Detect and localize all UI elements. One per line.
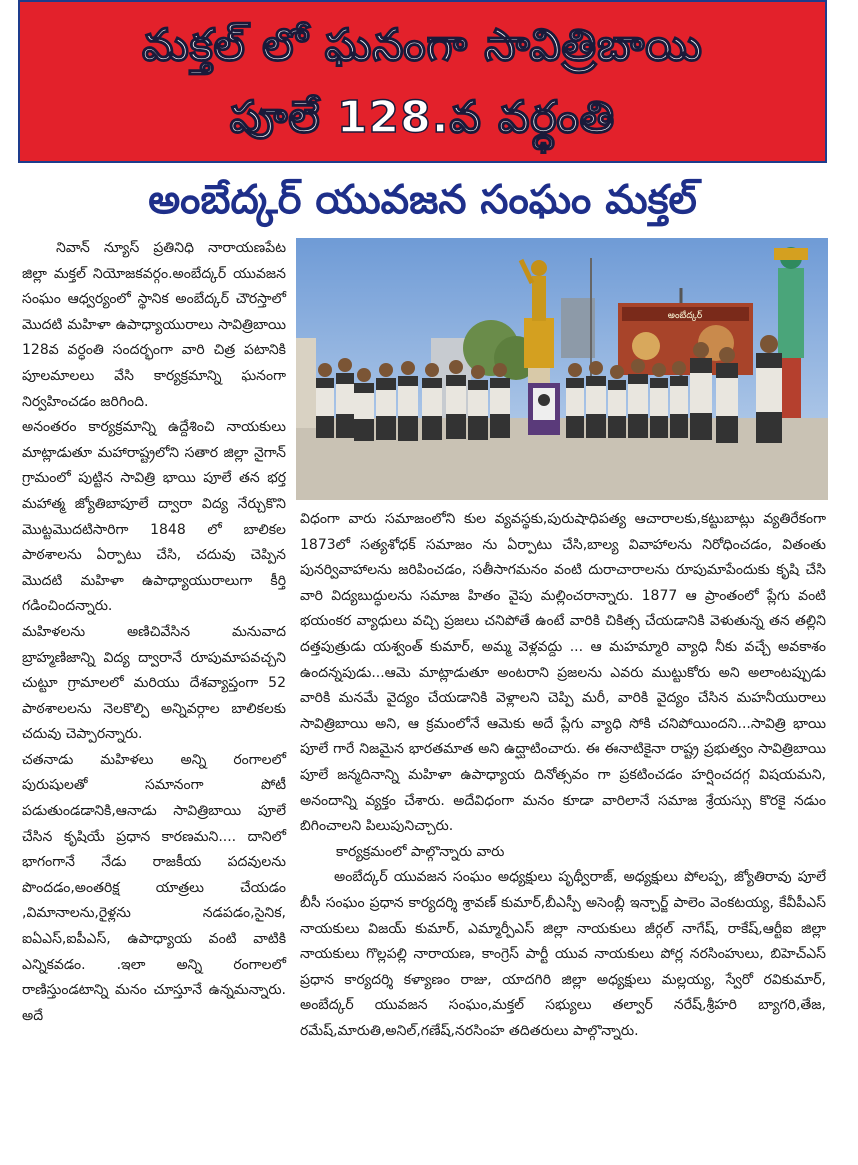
left-paragraph-4: చతనాడు మహిళలు అన్ని రంగాలలో పురుషులతో సమానంగా పోటీ పడుతుండడానికి,ఆనాడు సావిత్రిబాయి పూలే చేసిన కృషియే ప్రధాన కారణమని.... దానిలో భాగంగానే నేడు రాజకీయ పదవులను పొందడం,అంతరిక్ష యాత్రలు చేయడం ,విమానాలను,రైళ్లను నడపడం,సైనిక, ఐఏఎస్,ఐపీఎస్, ఉపాధ్యాయ వంటి వాటికి ఎన్నికవడం. .ఇలా అన్ని రంగాలలో రాణిస్తుండటాన్ని మనం చూస్తూనే ఉన్నమన్నారు. అదే <box>22 751 286 1024</box>
left-paragraph-1: నివాన్ న్యూస్ ప్రతినిధి నారాయణపేట జిల్లా మక్తల్ నియోజకవర్గం.అంబేద్కర్ యువజన సంఘం ఆధ్వర్యంలో స్థానిక అంబేద్కర్ చౌరస్తాలో మొదటి మహిళా ఉపాధ్యాయురాలు సావిత్రిబాయి 128వ వర్ధంతి సందర్భంగా వారి చిత్ర పటానికి పూలమాలలు వేసి కార్యక్రమాన్ని ఘనంగా నిర్వహించడం జరిగింది. <box>22 240 286 410</box>
right-paragraph-1: విధంగా వారు సమాజంలోని కుల వ్యవస్థకు,పురుషాధిపత్య ఆచారాలకు,కట్టుబాట్లు వ్యతిరేకంగా 1873లో సత్యశోధక్ సమాజం ను ఏర్పాటు చేసి,బాల్య వివాహాలను నిరోధించడం, వితంతు పునర్వివాహాలను జరిపించడం, సతీసాగమనం వంటి దురాచారాలను రూపుమాపేందుకు కృషి చేసి వారి విద్యబుద్ధులను సమాజ హితం వైపు మల్లించరాన్నారు. 1877 ఆ ప్రాంతంలో ప్లేగు వంటి భయంకర వ్యాధులు వచ్చి ప్రజలు చనిపోతే ఉంటే వారికి చికిత్స చేయడానికి వెళుతున్న తన తల్లిని దత్తపుత్రుడు యశ్వంత్ కుమార్, అమ్మ వెళ్లవద్దు ... ఆ మహమ్మారి వ్యాధి నీకు వచ్చే అవకాశం ఉందన్నపుడు...ఆమె మాట్లాడుతూ అంటరాని ప్రజలను ఎవరు ముట్టుకోరు అని అలాంటప్పుడు వారికి మనమే వైద్యం చేయడానికి వెళ్లాలని చెప్పి మరీ, వారికి వైద్యం చేసిన మహనీయురాలు సావిత్రిబాయి అని, ఆ క్రమంలోనే ఆమెకు అదే ప్లేగు వ్యాధి సోకి చనిపోయిందని...సావిత్రి భాయి పూలే గారే నిజమైన భారతమాత అని ఉద్ఘాటించారు. ఈ ఈనాటికైనా రాష్ట్ర ప్రభుత్వం సావిత్రిబాయి పూలే జన్మదినాన్ని మహిళా ఉపాధ్యాయ దినోత్సవం గా ప్రకటించడం హర్షించదగ్గ విషయమని, అనందాన్ని వ్యక్తం చేశారు. అదేవిధంగా మనం కూడా వారిలానే సమాజ శ్రేయస్సు కొరకై నడుం బిగించాలని పిలుపునిచ్చారు. <box>300 511 826 835</box>
right-paragraph-2: అంబేద్కర్ యువజన సంఘం అధ్యక్షులు పృథ్వీరాజ్, అధ్యక్షులు పోలప్ప, జ్యోతిరావు పూలే బీసీ సంఘం ప్రధాన కార్యదర్శి శ్రావణ్ కుమార్,బీఎస్పీ అసెంబ్లీ ఇన్చార్జ్ పాలెం వెంకటయ్య, కేవీపీఎస్ నాయకులు విజయ్ కుమార్, ఎమ్మార్పీఎస్ జిల్లా నాయకులు జీర్గల్ నాగేష్, రాకేష్,ఆర్టీఐ జిల్లా నాయకులు గొల్లపల్లి నారాయణ, కాంగ్రెస్ పార్టీ యువ నాయకులు పోర్ల నరసింహులు, బిహెచ్ఎస్ ప్రధాన కార్యదర్శి కళ్యాణం రాజు, యాదగిరి జిల్లా అధ్యక్షులు మల్లయ్య, స్వేరో రవికుమార్, అంబేద్కర్ యువజన సంఘం,మక్తల్ సభ్యులు తల్వార్ నరేష్,శ్రీహరి బ్యాగరి,తేజ, రమేష్,మారుతి,అనిల్,గణేష్,నరసింహ తదితరులు పాల్గొన్నారు. <box>300 869 826 1039</box>
participants-heading: కార్యక్రమంలో పాల్గొన్నారు వారు <box>336 843 505 860</box>
subheadline: అంబేద్కర్ యువజన సంఘం మక్తల్ <box>148 177 697 223</box>
left-column <box>22 236 286 1029</box>
headline-line-2: పూలే 128.వ వర్ధంతి <box>229 91 616 143</box>
photo-banner-text: అంబేద్కర్ <box>667 311 703 321</box>
left-paragraph-3: మహిళలను అణిచివేసిన మనువాద బ్రాహ్మణిజాన్ని విద్య ద్వారానే రూపుమాపవచ్చని చుట్టూ గ్రామాలలో మరియు దేశవ్యాప్తంగా 52 పాఠశాలలను నెలకొల్పి అన్నివర్గాల బాలికలకు చదువు చెప్పారన్నారు. <box>22 623 286 743</box>
headline-banner <box>18 0 827 163</box>
right-column <box>300 507 826 1044</box>
headline-line-1: మక్తల్ లో ఘనంగా సావిత్రిబాయి <box>142 19 703 71</box>
event-photo <box>296 238 828 500</box>
event-photo-illustration <box>296 238 828 500</box>
left-paragraph-2: అనంతరం కార్యక్రమాన్ని ఉద్దేశించి నాయకులు మాట్లాడుతూ మహారాష్ట్రలోని సతార జిల్లా నైగాన్ గ్రామంలో పుట్టిన సావిత్రి భాయి పూలే తన భర్త మహాత్మ జ్యోతిబాపూలే ద్వారా విద్య నేర్చుకొని మొట్టమొదటిసారిగా 1848 లో బాలికల పాఠశాలను ఏర్పాటు చేసి, చదువు చెప్పిన మొదటి మహిళా ఉపాధ్యాయురాలుగా కీర్తి గడించిందన్నారు. <box>22 419 286 615</box>
